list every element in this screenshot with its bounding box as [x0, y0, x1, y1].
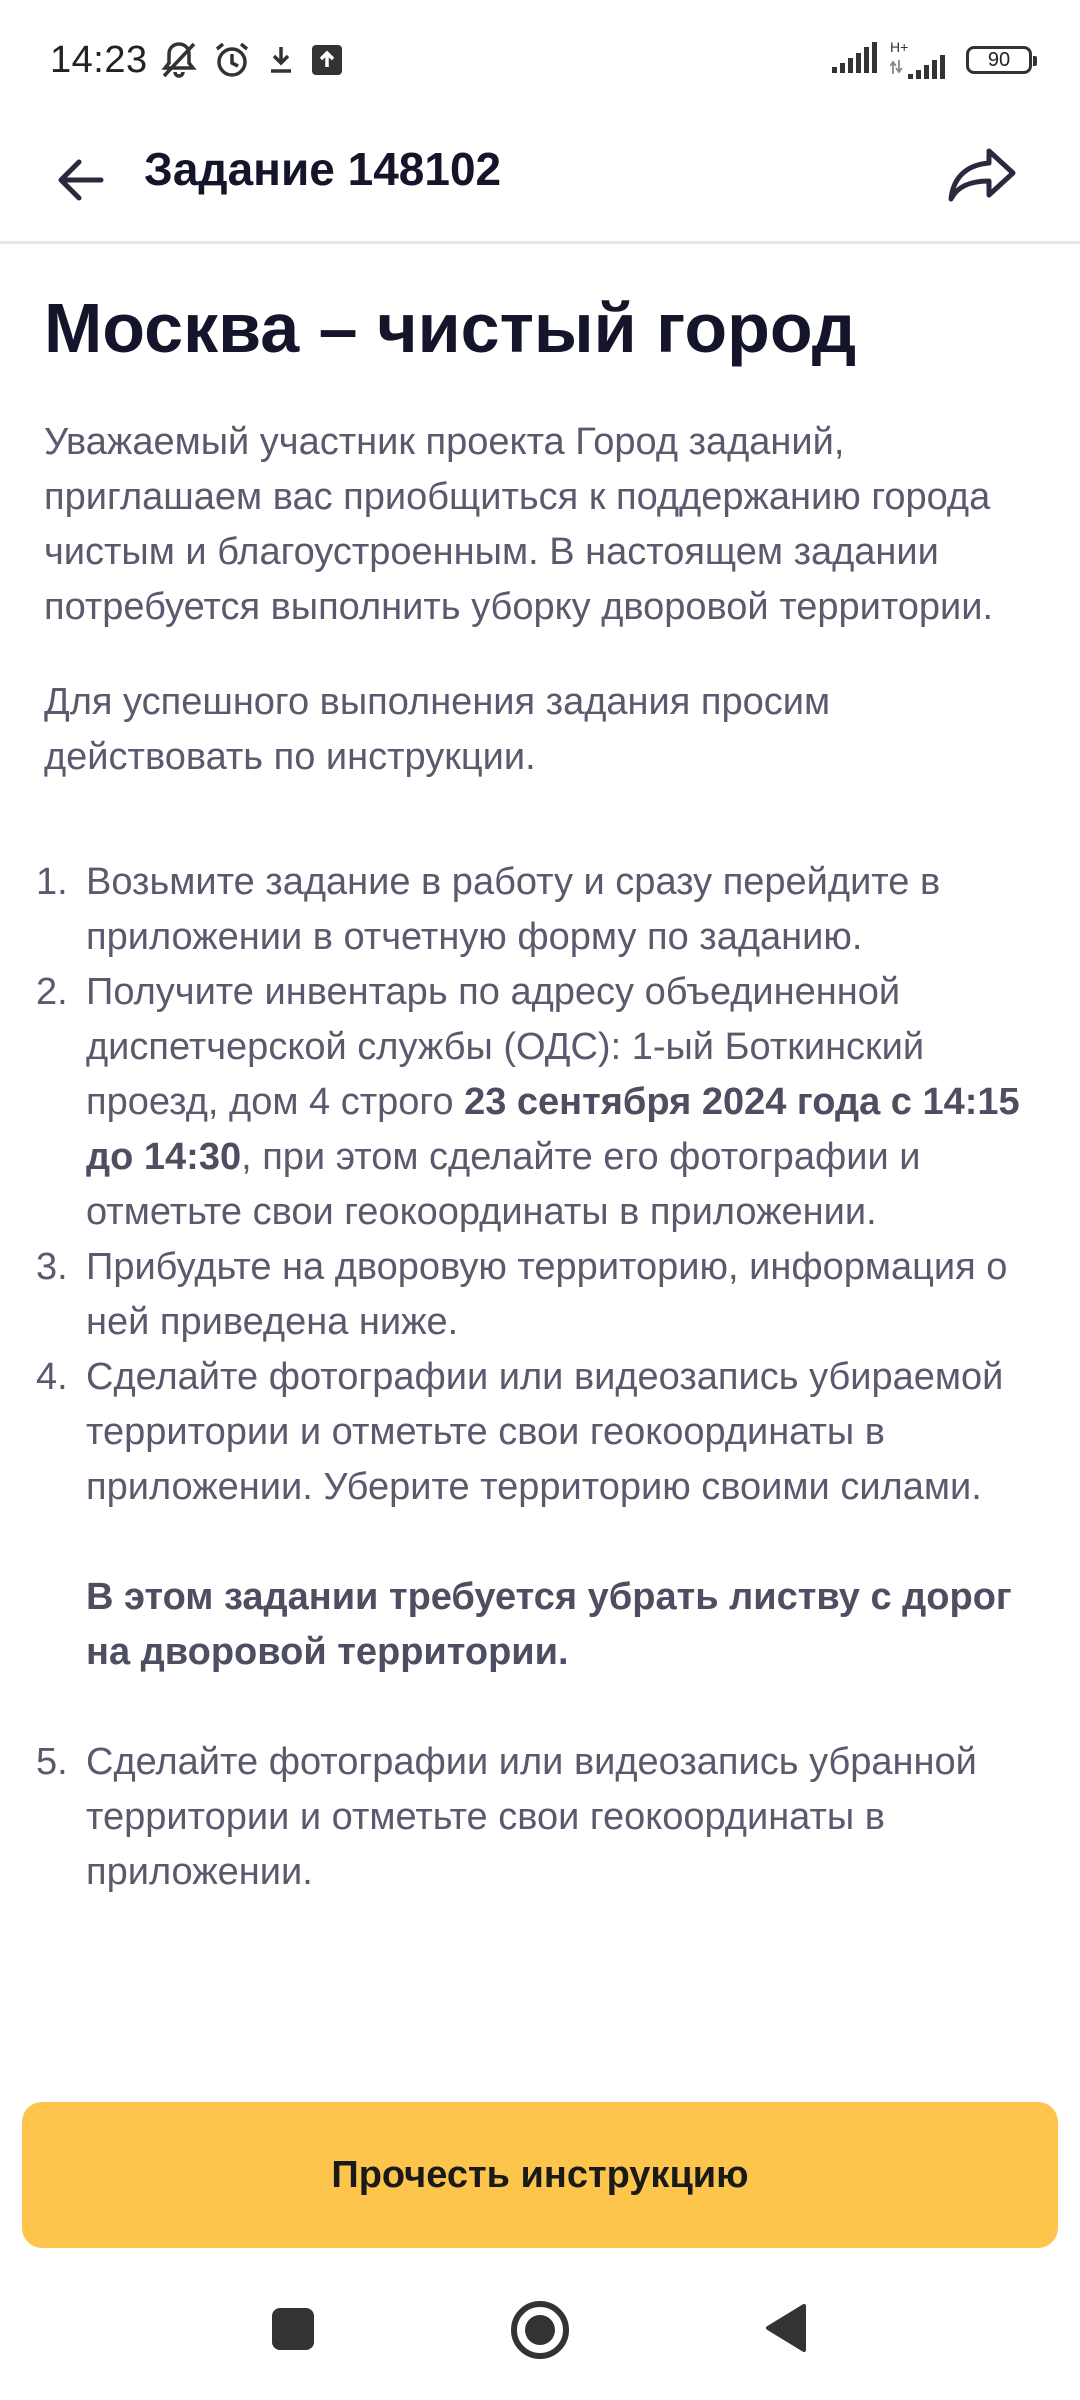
step-number: 3.	[36, 1246, 68, 1288]
step-note: В этом задании требуется убрать листву с дорог на дворовой территории.	[86, 1576, 1012, 1673]
recents-square-icon	[270, 2306, 316, 2352]
network-type-label: H+	[890, 39, 909, 55]
instruction-steps	[36, 855, 1036, 1900]
signal-icon	[830, 41, 880, 80]
step-text: Сделайте фотографии или видеозапись убираемой территории и отметьте свои геокоординаты в приложении. Уберите территорию своими силами.	[86, 1356, 1004, 1508]
download-icon	[266, 43, 296, 77]
bell-off-icon	[160, 40, 198, 80]
back-nav-button[interactable]	[762, 2302, 808, 2359]
alarm-icon	[212, 40, 252, 80]
step-number: 4.	[36, 1356, 68, 1398]
back-triangle-icon	[762, 2302, 808, 2354]
share-button[interactable]	[942, 140, 1022, 210]
battery-icon	[966, 46, 1032, 74]
upload-box-icon	[310, 43, 344, 77]
list-item	[36, 1350, 1036, 1680]
task-intro: Уважаемый участник проекта Город заданий, приглашаем вас приобщиться к поддержанию города чистым и благоустроенным. В настоящем задании потребуется выполнить уборку дворовой территории.	[44, 421, 994, 628]
step-text: Возьмите задание в работу и сразу перейдите в приложении в отчетную форму по заданию.	[86, 861, 941, 958]
instruction-lead: Для успешного выполнения задания просим действовать по инструкции.	[44, 681, 831, 778]
step-number: 5.	[36, 1741, 68, 1783]
list-item	[36, 965, 1036, 1240]
list-item	[36, 1240, 1036, 1350]
home-circle-icon	[510, 2300, 570, 2360]
step-text: Получите инвентарь по адресу объединенной диспетчерской службы (ОДС): 1-ый Боткинский проезд, дом 4 строго	[86, 971, 925, 1123]
step-number: 1.	[36, 861, 68, 903]
read-instruction-button[interactable]: Прочесть инструкцию	[22, 2102, 1058, 2248]
list-item	[36, 1735, 1036, 1900]
step-deadline: 23 сентября 2024 года с 14:15 до 14:30	[86, 1081, 1020, 1178]
step-text: Прибудьте на дворовую территорию, информация о ней приведена ниже.	[86, 1246, 1008, 1343]
cta-container	[0, 2070, 1080, 2270]
status-bar	[0, 0, 1080, 120]
recents-button[interactable]	[270, 2306, 316, 2357]
app-bar	[0, 120, 1080, 244]
status-time: 14:23	[50, 38, 148, 81]
app-title: Задание 148102	[144, 143, 502, 195]
share-arrow-icon	[947, 147, 1017, 203]
home-button[interactable]	[510, 2300, 570, 2365]
battery-level: 90	[987, 48, 1011, 71]
signal-hplus-icon	[890, 40, 952, 80]
step-text: Сделайте фотографии или видеозапись убранной территории и отметьте свои геокоординаты в приложении.	[86, 1741, 977, 1893]
back-button[interactable]	[50, 150, 110, 210]
step-text-tail: , при этом сделайте его фотографии и отметьте свои геокоординаты в приложении.	[86, 1136, 921, 1233]
step-number: 2.	[36, 971, 68, 1013]
arrow-left-icon	[55, 158, 105, 202]
system-nav-bar	[0, 2270, 1080, 2400]
task-content[interactable]	[0, 247, 1080, 2077]
list-item	[36, 855, 1036, 965]
task-title: Москва – чистый город	[44, 289, 857, 367]
